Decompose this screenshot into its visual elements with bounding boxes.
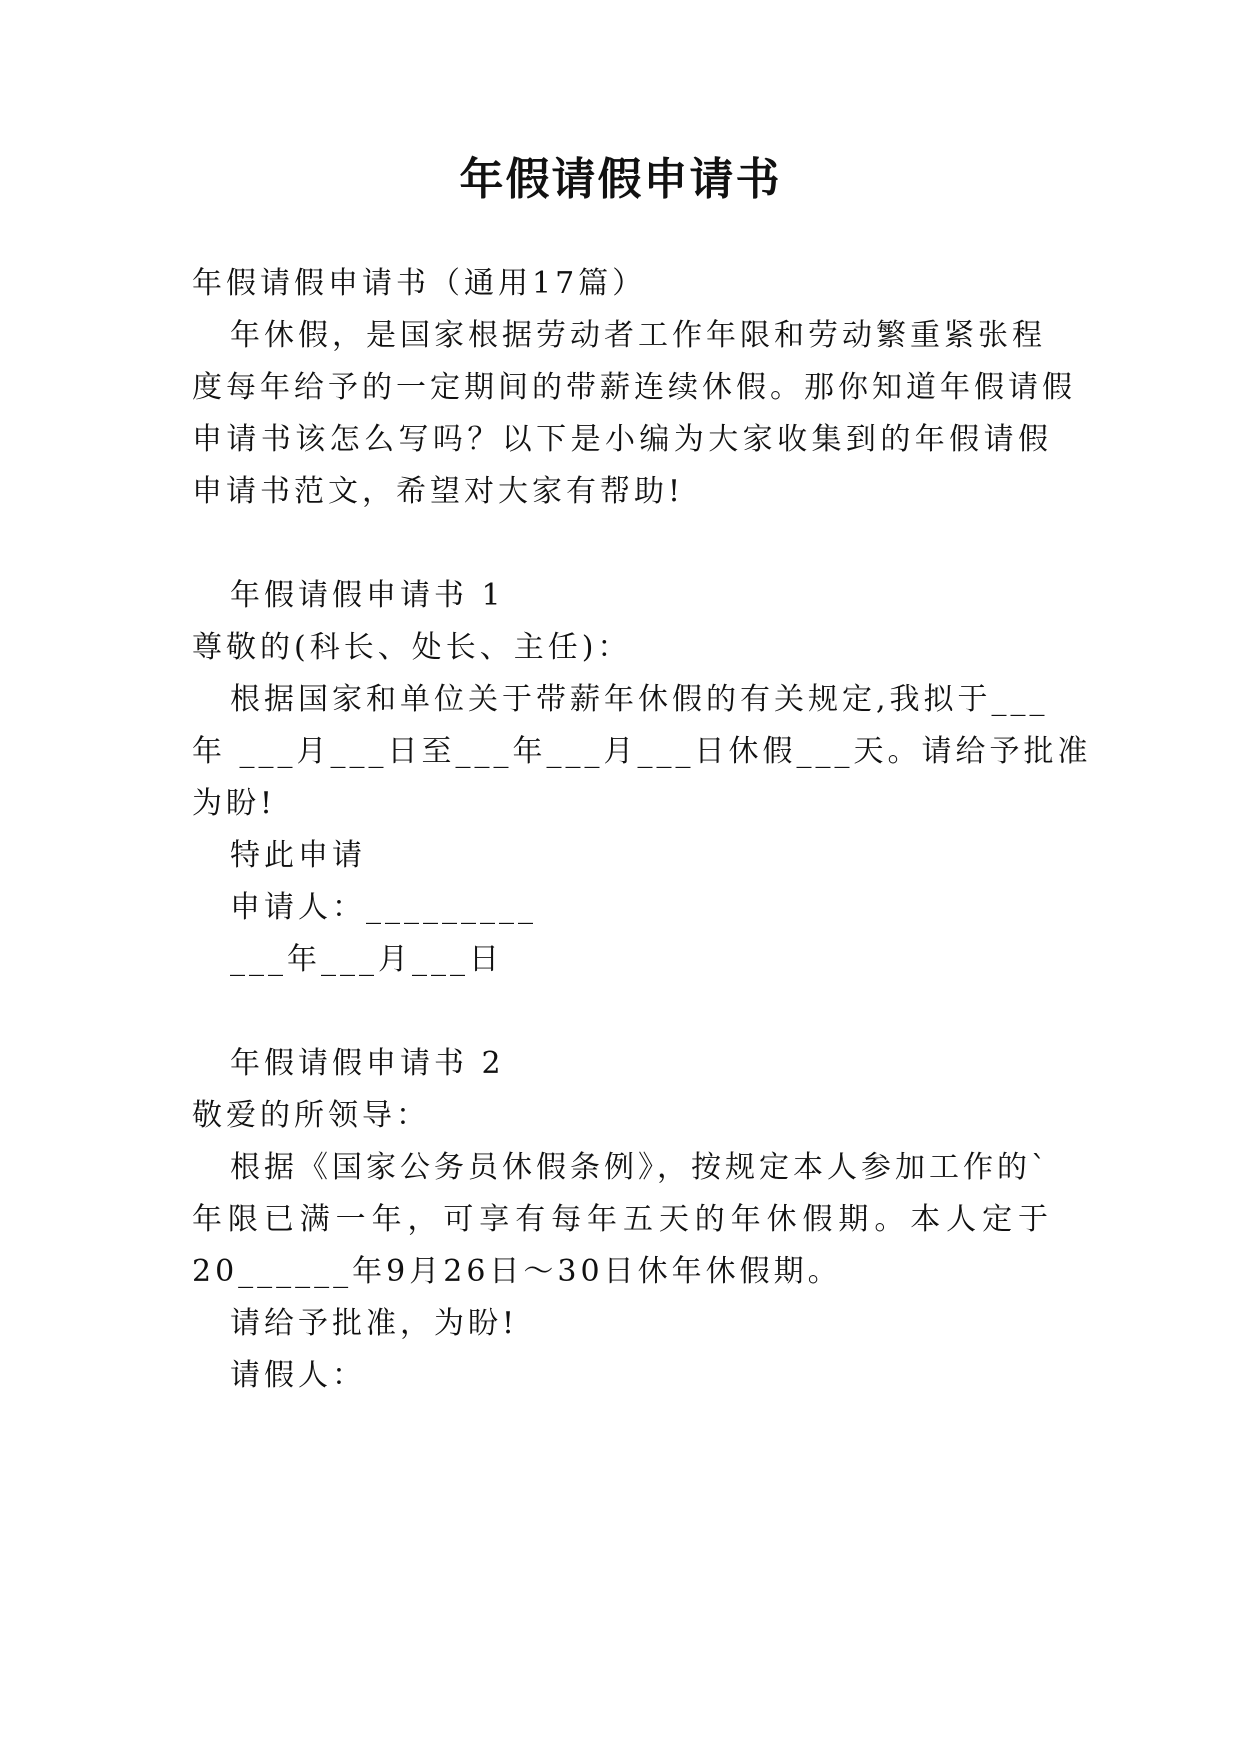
intro-line: 年休假，是国家根据劳动者工作年限和劳动繁重紧张程 bbox=[230, 318, 1046, 353]
letter1-body-line: 为盼! bbox=[192, 786, 277, 821]
letter1-applicant: 申请人：_________ bbox=[230, 890, 537, 925]
letter2-request: 请给予批准，为盼! bbox=[230, 1306, 519, 1341]
letter1-body-line: 年 ___月___日至___年___月___日休假___天。请给予批准 bbox=[192, 734, 1092, 769]
letter2-heading: 年假请假申请书 2 bbox=[230, 1046, 505, 1081]
letter1-closing: 特此申请 bbox=[230, 838, 366, 873]
letter2-salutation: 敬爱的所领导： bbox=[192, 1098, 430, 1133]
intro-line: 度每年给予的一定期间的带薪连续休假。那你知道年假请假 bbox=[192, 370, 1076, 405]
letter2-body-line: 根据《国家公务员休假条例》，按规定本人参加工作的` bbox=[230, 1150, 1050, 1185]
intro-line: 申请书该怎么写吗？以下是小编为大家收集到的年假请假 bbox=[192, 422, 1052, 457]
document-subtitle: 年假请假申请书（通用17篇） bbox=[192, 266, 647, 301]
letter1-salutation: 尊敬的(科长、处长、主任)： bbox=[192, 630, 632, 665]
document-title: 年假请假申请书 bbox=[459, 154, 782, 205]
letter2-body-line: 年限已满一年，可享有每年五天的年休假期。本人定于 bbox=[192, 1202, 1052, 1237]
intro-line: 申请书范文，希望对大家有帮助! bbox=[192, 474, 685, 509]
letter2-applicant: 请假人： bbox=[230, 1358, 366, 1393]
letter2-body-line: 20______年9月26日～30日休年休假期。 bbox=[192, 1254, 842, 1289]
letter1-date: ___年___月___日 bbox=[230, 942, 503, 977]
letter1-heading: 年假请假申请书 1 bbox=[230, 578, 505, 613]
letter1-body-line: 根据国家和单位关于带薪年休假的有关规定,我拟于___ bbox=[230, 682, 1049, 717]
